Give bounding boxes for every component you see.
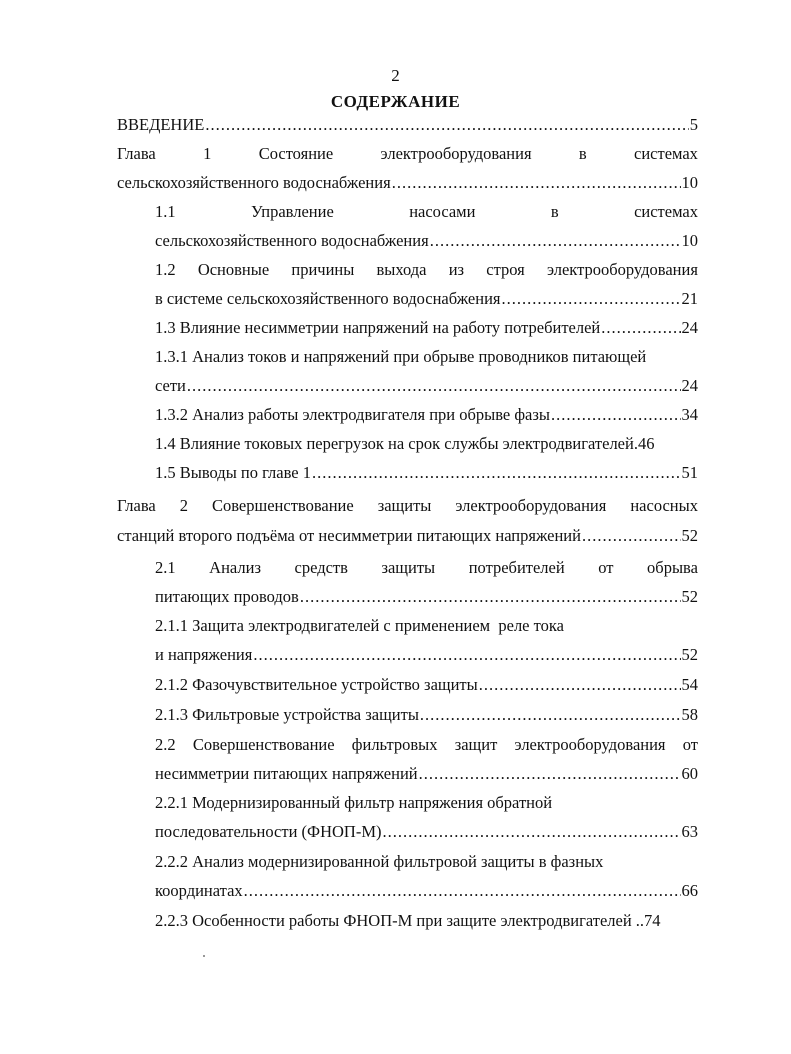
word: обрыва	[647, 558, 698, 577]
dot-leader	[502, 289, 681, 309]
toc-entry-2-2-2-line1[interactable]: 2.2.2 Анализ модернизированной фильтровой защиты в фазных	[155, 852, 604, 871]
word: 2.2	[155, 735, 176, 754]
toc-entry-1-3-2[interactable]	[155, 405, 698, 425]
toc-entry-1-3-1-line1[interactable]: 1.3.1 Анализ токов и напряжений при обрыве проводников питающей	[155, 347, 647, 366]
word: от	[598, 558, 614, 577]
toc-entry-text: 1.3.2 Анализ работы электродвигателя при обрыве фазы	[155, 405, 550, 424]
word: системах	[634, 144, 698, 163]
word: 2.1	[155, 558, 176, 577]
word: 1.1	[155, 202, 176, 221]
toc-entry-2-1-2[interactable]	[155, 675, 698, 695]
dot-leader	[312, 463, 681, 483]
word: Глава	[117, 496, 156, 515]
toc-page-number: 24	[681, 318, 698, 337]
toc-entry-text: сети	[155, 376, 186, 395]
word: выхода	[376, 260, 427, 279]
word: Управление	[251, 202, 334, 221]
toc-entry-text: ВВЕДЕНИЕ	[117, 115, 205, 134]
toc-entry-text: 1.5 Выводы по главе 1	[155, 463, 311, 482]
word: электрооборудования	[514, 735, 666, 754]
word: 2	[179, 496, 188, 515]
word: защиты	[377, 496, 432, 515]
toc-page-number: 74	[644, 911, 661, 930]
toc-page-number: 34	[681, 405, 698, 424]
toc-page-number: 24	[681, 376, 698, 395]
word: из	[448, 260, 465, 279]
toc-entry-2-1-3[interactable]	[155, 705, 698, 725]
toc-entry-2-1-1[interactable]	[155, 645, 698, 665]
toc-entry-2-2-line1[interactable]	[155, 735, 698, 755]
toc-page-number: 58	[681, 705, 698, 724]
word: в	[578, 144, 587, 163]
toc-page-number: 60	[681, 764, 698, 783]
word: насосами	[409, 202, 476, 221]
dot-leader	[244, 881, 681, 901]
word: Глава	[117, 144, 156, 163]
word: от	[682, 735, 698, 754]
toc-entry-text: координатах	[155, 881, 243, 900]
toc-entry-1-2[interactable]	[155, 289, 698, 309]
toc-entry-intro[interactable]	[117, 115, 698, 135]
toc-entry-2-1-line1[interactable]	[155, 558, 698, 578]
toc-page-number: 54	[681, 675, 698, 694]
toc-entry-chapter-1[interactable]	[117, 173, 698, 193]
toc-entry-chapter-1-line1[interactable]	[117, 144, 698, 164]
toc-entry-2-2-2[interactable]	[155, 881, 698, 901]
toc-page-number: 10	[681, 173, 698, 192]
word: защиты	[381, 558, 436, 577]
toc-entry-2-2[interactable]	[155, 764, 698, 784]
toc-entry-2-1[interactable]	[155, 587, 698, 607]
toc-page-number: 63	[681, 822, 698, 841]
toc-page-number: 52	[681, 645, 698, 664]
word: Состояние	[258, 144, 334, 163]
word: Основные	[197, 260, 270, 279]
word: электрооборудования	[455, 496, 607, 515]
dot-leader	[551, 405, 681, 425]
toc-entry-2-2-3[interactable]	[155, 911, 698, 931]
toc-entry-text: 2.1.3 Фильтровые устройства защиты	[155, 705, 419, 724]
toc-page-number: 21	[681, 289, 698, 308]
word: 1	[203, 144, 212, 163]
word: потребителей	[468, 558, 565, 577]
toc-entry-text: сельскохозяйственного водоснабжения	[117, 173, 391, 192]
toc-entry-1-3[interactable]	[155, 318, 698, 338]
toc-page-number: 52	[681, 526, 698, 545]
toc-page-number: 52	[681, 587, 698, 606]
word: Совершенствование	[211, 496, 354, 515]
toc-entry-text: несимметрии питающих напряжений	[155, 764, 418, 783]
toc-entry-text: в системе сельскохозяйственного водоснабжения	[155, 289, 501, 308]
toc-page-number: 10	[681, 231, 698, 250]
dot-leader	[430, 231, 681, 251]
toc-entry-2-2-1-line1[interactable]: 2.2.1 Модернизированный фильтр напряжения обратной	[155, 793, 553, 812]
word: причины	[291, 260, 355, 279]
word: электрооборудования	[546, 260, 698, 279]
word: Анализ	[209, 558, 261, 577]
dot-leader	[392, 173, 681, 193]
toc-entry-1-3-1[interactable]	[155, 376, 698, 396]
toc-entry-text: последовательности (ФНОП-М)	[155, 822, 382, 841]
toc-entry-2-2-1[interactable]	[155, 822, 698, 842]
toc-entry-1-5[interactable]	[155, 463, 698, 483]
toc-entry-text: и напряжения	[155, 645, 253, 664]
word: фильтровых	[351, 735, 438, 754]
toc-entry-1-4[interactable]	[155, 434, 698, 454]
toc-entry-chapter-2-line1[interactable]	[117, 496, 698, 516]
toc-entry-text: 2.1.2 Фазочувствительное устройство защиты	[155, 675, 478, 694]
word: в	[550, 202, 559, 221]
toc-entry-text: питающих проводов	[155, 587, 299, 606]
toc-entry-text: сельскохозяйственного водоснабжения	[155, 231, 429, 250]
dot-leader	[582, 526, 681, 546]
toc-entry-1-1[interactable]	[155, 231, 698, 251]
toc-page-number: 51	[681, 463, 698, 482]
toc-entry-2-1-1-line1[interactable]: 2.1.1 Защита электродвигателей с применением реле тока	[155, 616, 564, 635]
page-number: 2	[391, 66, 400, 85]
word: 1.2	[155, 260, 176, 279]
toc-entry-text: 1.4 Влияние токовых перегрузок на срок службы электродвигателей.	[155, 434, 638, 453]
toc-entry-1-2-line1[interactable]	[155, 260, 698, 280]
toc-entry-chapter-2[interactable]	[117, 526, 698, 546]
dot-leader	[205, 115, 688, 135]
toc-entry-1-1-line1[interactable]	[155, 202, 698, 222]
toc-page-number: 5	[689, 115, 698, 134]
dot-leader	[601, 318, 680, 338]
word: защит	[454, 735, 498, 754]
dot-leader	[187, 376, 681, 396]
word: электрооборудования	[380, 144, 532, 163]
toc-entry-text: 1.3 Влияние несимметрии напряжений на работу потребителей	[155, 318, 601, 337]
word: средств	[294, 558, 348, 577]
word: насосных	[630, 496, 698, 515]
word: системах	[634, 202, 698, 221]
dot-leader	[300, 587, 681, 607]
scan-speck	[203, 955, 205, 957]
dot-leader	[420, 705, 681, 725]
toc-page-number: 66	[681, 881, 698, 900]
toc-page-number: 46	[637, 434, 655, 453]
dot-leader	[419, 764, 681, 784]
toc-entry-text: станций второго подъёма от несимметрии питающих напряжений	[117, 526, 581, 545]
page-title: СОДЕРЖАНИЕ	[330, 92, 461, 111]
word: строя	[486, 260, 525, 279]
dot-leader	[479, 675, 681, 695]
toc-entry-text: 2.2.3 Особенности работы ФНОП-М при защите электродвигателей ..	[155, 911, 645, 930]
word: Совершенствование	[192, 735, 335, 754]
dot-leader	[253, 645, 680, 665]
dot-leader	[382, 822, 680, 842]
